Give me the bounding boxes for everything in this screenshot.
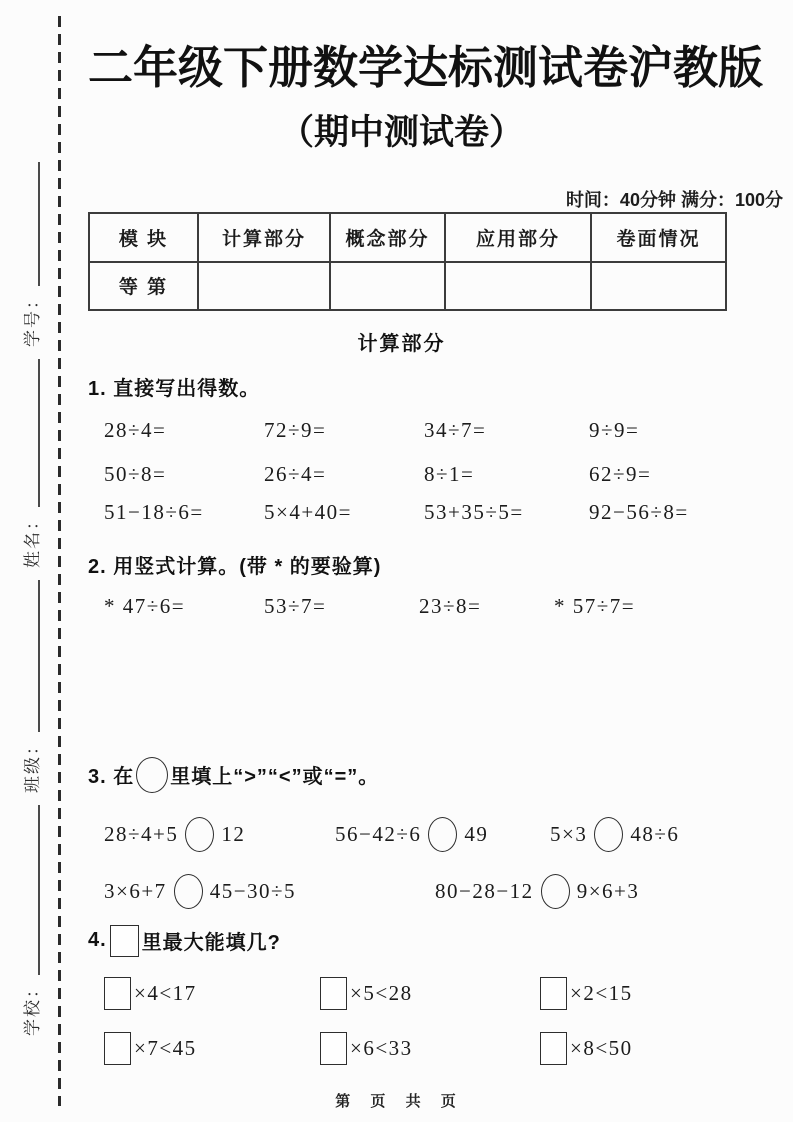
answer-box (540, 977, 567, 1010)
question-1-row (88, 461, 715, 487)
comparison-circle (428, 817, 457, 852)
section-title: 计算部分 (357, 332, 446, 355)
question-3-heading-suffix: 里填上“>”“<”或“=”。 (170, 766, 380, 789)
score-header-cell: 模 块 (89, 213, 198, 262)
equation: 28÷4= (104, 417, 167, 442)
equation: 34÷7= (424, 417, 487, 442)
comparison-circle-icon (136, 757, 168, 793)
equation: 72÷9= (264, 417, 327, 442)
question-4-heading-prefix: 4. (88, 929, 107, 952)
question-3-heading-prefix: 3. 在 (88, 766, 135, 789)
page-footer: 第 页 共 页 (335, 1093, 458, 1110)
equation: 92−56÷8= (589, 500, 689, 525)
equation: 51−18÷6= (104, 500, 204, 525)
answer-box (320, 977, 347, 1010)
equation-right: 45−30÷5 (209, 879, 297, 904)
box-fill-item (320, 977, 540, 1010)
equation: 23÷8= (419, 593, 482, 618)
box-fill-item (104, 977, 320, 1010)
question-4-row (88, 977, 715, 1010)
equation-left: 80−28−12 (435, 879, 534, 904)
comparison-circle (594, 817, 623, 852)
equation: ×2<15 (570, 981, 633, 1006)
equation: 50÷8= (104, 462, 167, 486)
equation-right: 48÷6 (630, 822, 680, 847)
exam-meta: 时间：40分钟 满分：100分 (565, 190, 783, 210)
comparison-circle (185, 817, 214, 852)
score-input-cell (591, 262, 726, 310)
write-in-line (38, 580, 40, 732)
equation: ×7<45 (134, 1036, 197, 1061)
equation: * 57÷7= (554, 593, 636, 618)
box-fill-item (540, 977, 715, 1010)
binding-dashed-line (58, 16, 61, 1106)
score-input-cell (198, 262, 330, 310)
equation-right: 12 (221, 822, 246, 847)
student-info-sidebar (13, 84, 43, 1036)
equation-right: 9×6+3 (576, 879, 640, 904)
answer-box (540, 1032, 567, 1065)
paper-body (88, 0, 764, 1065)
question-2-heading: 2. 用竖式计算。(带 * 的要验算) (88, 555, 382, 578)
equation-left: 5×3 (550, 822, 588, 847)
page-subtitle: （期中测试卷） (278, 113, 524, 153)
score-table (88, 212, 727, 311)
score-row-label: 等 第 (89, 262, 198, 310)
equation: ×5<28 (350, 981, 413, 1006)
name-label: 姓名： (22, 511, 42, 568)
comparison-item (104, 874, 435, 909)
equation: 62÷9= (589, 462, 652, 486)
write-in-line (38, 805, 40, 975)
equation: ×4<17 (134, 981, 197, 1006)
box-fill-item (540, 1032, 715, 1065)
equation-left: 3×6+7 (104, 879, 167, 904)
equation-left: 28÷4+5 (104, 822, 179, 847)
equation-left: 56−42÷6 (335, 822, 422, 847)
sidebar-field-school (23, 805, 43, 1036)
equation: 5×4+40= (264, 500, 353, 525)
student-number-label: 学号： (22, 290, 42, 347)
equation: ×8<50 (570, 1036, 633, 1061)
equation: 26÷4= (264, 462, 327, 486)
equation: 9÷9= (589, 417, 640, 442)
score-value-row (89, 262, 726, 310)
score-input-cell (445, 262, 591, 310)
box-fill-item (104, 1032, 320, 1065)
score-header-cell: 应用部分 (445, 213, 591, 262)
question-3-row (88, 817, 715, 852)
comparison-item (104, 817, 335, 852)
equation: ×6<33 (350, 1036, 413, 1061)
comparison-circle (541, 874, 570, 909)
class-label: 班级： (22, 736, 42, 793)
equation: 53÷7= (264, 593, 327, 618)
question-1-row (88, 417, 715, 443)
score-header-row (89, 213, 726, 262)
score-header-cell: 计算部分 (198, 213, 330, 262)
equation: * 47÷6= (104, 593, 186, 618)
answer-box-icon (110, 925, 139, 957)
question-2-row (88, 593, 715, 619)
question-4-heading (88, 925, 715, 957)
sidebar-field-name (23, 359, 43, 568)
equation-right: 49 (464, 822, 489, 847)
question-1-row (88, 499, 715, 525)
comparison-circle (174, 874, 203, 909)
box-fill-item (320, 1032, 540, 1065)
question-4-row (88, 1032, 715, 1065)
question-1-heading: 1. 直接写出得数。 (88, 377, 261, 400)
equation: 8÷1= (424, 462, 475, 486)
school-label: 学校： (22, 979, 42, 1036)
answer-box (104, 1032, 131, 1065)
score-header-cell: 卷面情况 (591, 213, 726, 262)
write-in-line (38, 162, 40, 286)
answer-box (104, 977, 131, 1010)
question-4-heading-suffix: 里最大能填几? (141, 932, 281, 955)
score-input-cell (330, 262, 445, 310)
sidebar-field-class (23, 580, 43, 793)
comparison-item (435, 874, 715, 909)
question-3-row (88, 874, 715, 909)
score-header-cell: 概念部分 (330, 213, 445, 262)
answer-box (320, 1032, 347, 1065)
comparison-item (335, 817, 550, 852)
question-3-heading (88, 757, 715, 793)
sidebar-field-number (23, 162, 43, 347)
page-title: 二年级下册数学达标测试卷沪教版 (88, 42, 764, 93)
write-in-line (38, 359, 40, 507)
equation: 53+35÷5= (424, 500, 524, 525)
comparison-item (550, 817, 715, 852)
